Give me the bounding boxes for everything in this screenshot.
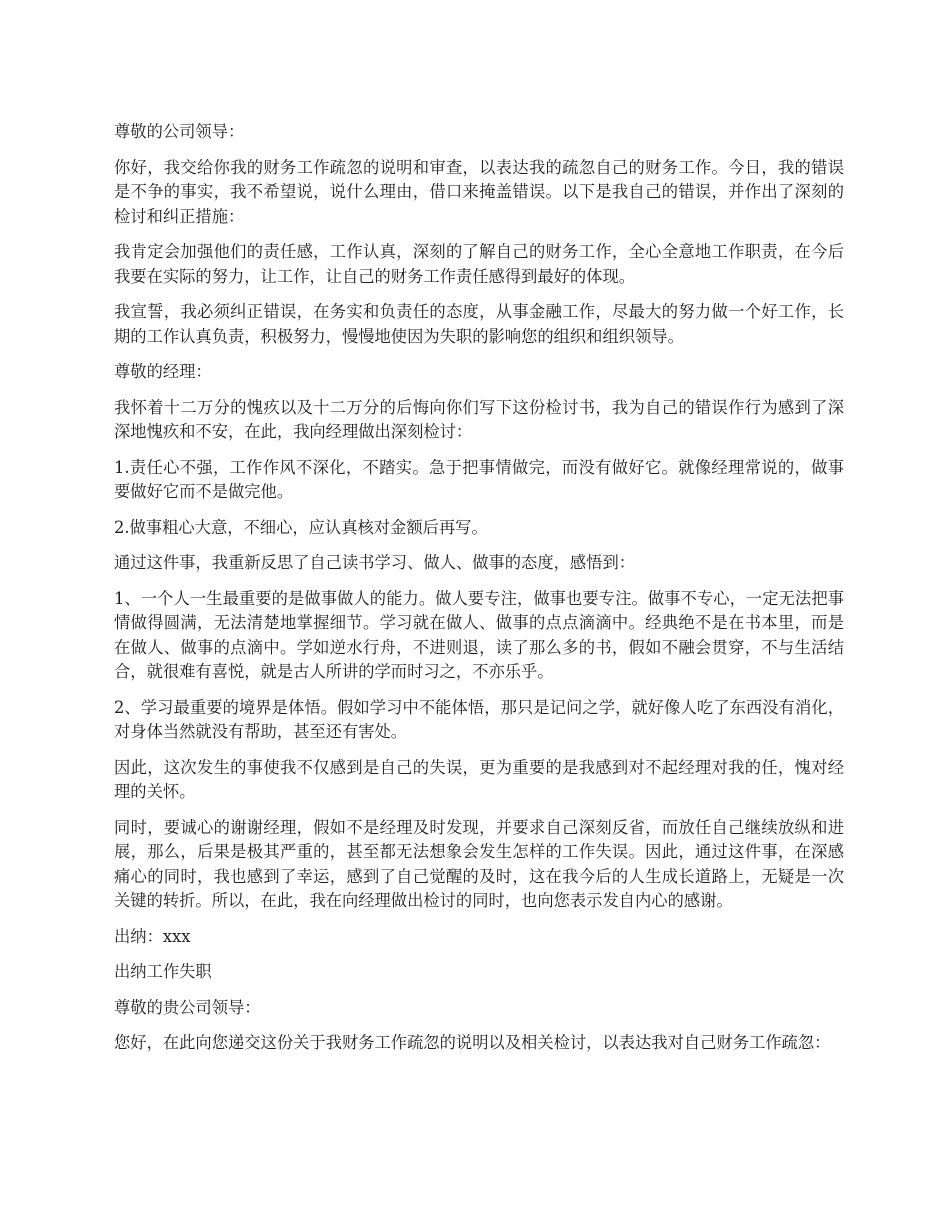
paragraph-realization: 因此，这次发生的事使我不仅感到是自己的失误，更为重要的是我感到对不起经理对我的任，愧对经理的关怀。: [114, 757, 844, 801]
paragraph-intro: 你好，我交给你我的财务工作疏忽的说明和审查，以表达我的疏忽自己的财务工作。今日，我的错误是不争的事实，我不希望说，说什么理由，借口来掩盖错误。以下是我自己的错误，并作出了深刻的检讨和纠正措施：: [114, 157, 844, 226]
paragraph-commitment: 我肯定会加强他们的责任感，工作认真，深刻的了解自己的财务工作，全心全意地工作职责，在今后我要在实际的努力，让工作，让自己的财务工作责任感得到最好的体现。: [114, 242, 844, 286]
paragraph-apology: 我怀着十二万分的愧疚以及十二万分的后悔向你们写下这份检讨书，我为自己的错误作行为感到了深深地愧疚和不安，在此，我向经理做出深刻检讨：: [114, 397, 844, 441]
document-body: [114, 120, 844, 1067]
salutation-manager: 尊敬的经理：: [114, 362, 212, 381]
reflection-point-2: 2、学习最重要的境界是体悟。假如学习中不能体悟，那只是记问之学，就好像人吃了东西没有消化，对身体当然就没有帮助，甚至还有害处。: [114, 697, 844, 741]
salutation-company-leader: 尊敬的公司领导：: [114, 122, 245, 141]
signature-cashier: 出纳：xxx: [114, 926, 191, 946]
list-item-1: 1.责任心不强，工作作风不深化，不踏实。急于把事情做完，而没有做好它。就像经理常说的，做事要做好它而不是做完他。: [114, 457, 844, 501]
paragraph-gratitude: 同时，要诚心的谢谢经理，假如不是经理及时发现，并要求自己深刻反省，而放任自己继续放纵和进展，那么，后果是极其严重的，甚至都无法想象会发生怎样的工作失误。因此，通过这件事，在深感痛心的同时，我也感到了幸运，感到了自己觉醒的及时，这在我今后的人生成长道路上，无疑是一次关键的转折。所以，在此，我在向经理做出检讨的同时，也向您表示发自内心的感谢。: [114, 817, 844, 910]
paragraph-intro-2: 您好，在此向您递交这份关于我财务工作疏忽的说明以及相关检讨，以表达我对自己财务工作疏忽：: [114, 1033, 831, 1052]
reflection-point-1: 1、一个人一生最重要的是做事做人的能力。做人要专注，做事也要专注。做事不专心，一定无法把事情做得圆满，无法清楚地掌握细节。学习就在做人、做事的点点滴滴中。经典绝不是在书本里，而是在做人、做事的点滴中。学如逆水行舟，不进则退，读了那么多的书，假如不融会贯穿，不与生活结合，就很难有喜悦，就是古人所讲的学而时习之，不亦乐乎。: [114, 588, 844, 681]
salutation-company-leader-2: 尊敬的贵公司领导：: [114, 997, 261, 1017]
section-heading: 出纳工作失职: [114, 962, 212, 981]
paragraph-pledge: 我宣誓，我必须纠正错误，在务实和负责任的态度，从事金融工作，尽最大的努力做一个好工作，长期的工作认真负责，积极努力，慢慢地使因为失职的影响您的组织和组织领导。: [114, 302, 844, 346]
list-item-2: 2.做事粗心大意，不细心，应认真核对金额后再写。: [114, 517, 488, 537]
paragraph-reflection: 通过这件事，我重新反思了自己读书学习、做人、做事的态度，感悟到：: [114, 553, 636, 572]
